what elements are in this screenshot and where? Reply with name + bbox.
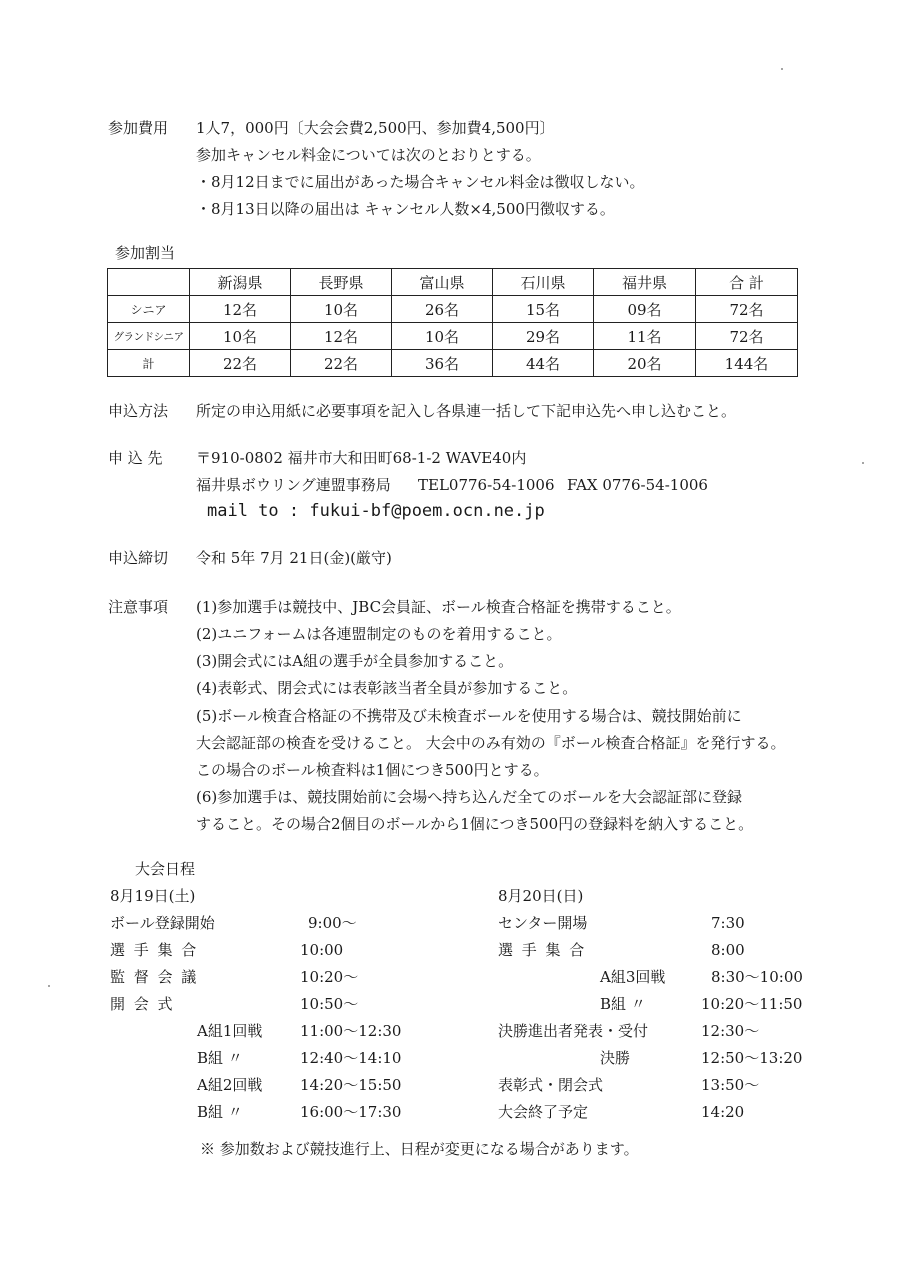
cancel-policy-intro: 参加キャンセル料金については次のとおりとする。: [196, 146, 541, 164]
note-line: この場合のボール検査料は1個につき500円とする。: [196, 761, 549, 779]
schedule-event: 大会終了予定: [498, 1103, 589, 1121]
table-cell: 22名: [291, 350, 392, 377]
schedule-time: 11:00～12:30: [300, 1022, 402, 1040]
note-line: (6)参加選手は、競技開始前に会場へ持ち込んだ全てのボールを大会認証部に登録: [196, 788, 742, 806]
note-line: すること。その場合2個目のボールから1個につき500円の登録料を納入すること。: [196, 815, 754, 833]
table-row: [108, 350, 798, 377]
schedule-event: B組 〃: [600, 995, 646, 1013]
schedule-time: 9:00～: [308, 914, 357, 932]
destination-fax: FAX 0776-54-1006: [567, 476, 708, 494]
table-cell: 09名: [594, 296, 696, 323]
schedule-time: 8:00: [711, 941, 745, 959]
method-label: 申込方法: [108, 402, 169, 420]
schedule-time: 10:20～: [300, 968, 359, 986]
destination-tel: TEL0776-54-1006: [418, 476, 555, 494]
cancel-policy-after: ・8月13日以降の届出は キャンセル人数×4,500円徴収する。: [196, 200, 615, 218]
table-cell: 10名: [190, 323, 291, 350]
schedule-event: B組 〃: [197, 1049, 243, 1067]
table-cell: 合 計: [696, 269, 798, 296]
schedule-time: 12:30～: [701, 1022, 760, 1040]
table-cell: 新潟県: [190, 269, 291, 296]
schedule-time: 10:20～11:50: [701, 995, 803, 1013]
table-cell: 11名: [594, 323, 696, 350]
table-cell: 10名: [392, 323, 493, 350]
schedule-event: 決勝: [600, 1049, 631, 1067]
fee-amount: 1人7，000円〔大会会費2,500円、参加費4,500円〕: [196, 119, 555, 137]
schedule-event: 表彰式・閉会式: [498, 1076, 604, 1094]
table-cell: 長野県: [291, 269, 392, 296]
scan-speck: [48, 985, 50, 987]
schedule-footnote: ※ 参加数および競技進行上、日程が変更になる場合があります。: [200, 1140, 639, 1158]
schedule-event: B組 〃: [197, 1103, 243, 1121]
schedule-time: 16:00～17:30: [300, 1103, 402, 1121]
schedule-event: 選 手 集 合: [498, 941, 587, 959]
destination-office: 福井県ボウリング連盟事務局: [196, 476, 391, 494]
schedule-time: 8:30～10:00: [711, 968, 803, 986]
table-cell: 26名: [392, 296, 493, 323]
note-line: (2)ユニフォームは各連盟制定のものを着用すること。: [196, 625, 562, 643]
schedule-time: 12:50～13:20: [701, 1049, 803, 1067]
schedule-event: 監 督 会 議: [110, 968, 199, 986]
table-row-header: シニア: [108, 296, 190, 323]
note-line: (4)表彰式、閉会式には表彰該当者全員が参加すること。: [196, 679, 578, 697]
notes-label: 注意事項: [108, 598, 169, 616]
schedule-event: ボール登録開始: [110, 914, 215, 932]
note-line: (3)開会式にはA組の選手が全員参加すること。: [196, 652, 514, 670]
scan-speck: [862, 462, 864, 464]
schedule-time: 14:20～15:50: [300, 1076, 402, 1094]
day2-date: 8月20日(日): [498, 887, 584, 905]
table-cell: 福井県: [594, 269, 696, 296]
schedule-event: センター開場: [498, 914, 588, 932]
note-line: (5)ボール検査合格証の不携帯及び未検査ボールを使用する場合は、競技開始前に: [196, 707, 742, 725]
table-row-header: 計: [108, 350, 190, 377]
schedule-time: 7:30: [711, 914, 745, 932]
schedule-time: 12:40～14:10: [300, 1049, 402, 1067]
day1-date: 8月19日(土): [110, 887, 196, 905]
cancel-policy-before: ・8月12日までに届出があった場合キャンセル料金は徴収しない。: [196, 173, 645, 191]
schedule-time: 14:20: [701, 1103, 745, 1121]
table-cell: 29名: [493, 323, 594, 350]
fee-label: 参加費用: [108, 119, 169, 137]
destination-address: 〒910-0802 福井市大和田町68-1-2 WAVE40内: [196, 449, 527, 467]
schedule-event: 選 手 集 合: [110, 941, 199, 959]
deadline-text: 令和 5年 7月 21日(金)(厳守): [196, 549, 392, 567]
schedule-event: A組2回戦: [197, 1076, 263, 1094]
table-cell: 石川県: [493, 269, 594, 296]
destination-mail: mail to : fukui-bf@poem.ocn.ne.jp: [207, 501, 545, 521]
table-cell: 12名: [190, 296, 291, 323]
table-cell: 144名: [696, 350, 798, 377]
table-cell: 36名: [392, 350, 493, 377]
deadline-label: 申込締切: [108, 549, 169, 567]
table-cell: 72名: [696, 323, 798, 350]
table-cell: 富山県: [392, 269, 493, 296]
table-cell: 10名: [291, 296, 392, 323]
schedule-event: A組3回戦: [600, 968, 666, 986]
schedule-event: A組1回戦: [197, 1022, 263, 1040]
table-cell: 44名: [493, 350, 594, 377]
destination-label: 申 込 先: [108, 449, 163, 467]
method-text: 所定の申込用紙に必要事項を記入し各県連一括して下記申込先へ申し込むこと。: [196, 402, 737, 420]
schedule-event: 開 会 式: [110, 995, 175, 1013]
schedule-time: 13:50～: [701, 1076, 760, 1094]
note-line: (1)参加選手は競技中、JBC会員証、ボール検査合格証を携帯すること。: [196, 598, 681, 616]
scan-speck: [781, 68, 783, 70]
table-cell: 20名: [594, 350, 696, 377]
table-row: [108, 323, 798, 350]
table-cell: 22名: [190, 350, 291, 377]
table-cell: 15名: [493, 296, 594, 323]
schedule-title: 大会日程: [135, 860, 196, 878]
schedule-time: 10:00: [300, 941, 344, 959]
table-row: [108, 296, 798, 323]
schedule-time: 10:50～: [300, 995, 359, 1013]
table-cell: 12名: [291, 323, 392, 350]
schedule-event: 決勝進出者発表・受付: [498, 1022, 649, 1040]
table-header-row: [108, 269, 798, 296]
table-row-header: グランドシニア: [108, 323, 190, 350]
allocation-label: 参加割当: [115, 244, 176, 262]
table-cell: [108, 269, 190, 296]
allocation-table: [107, 268, 798, 377]
table-cell: 72名: [696, 296, 798, 323]
note-line: 大会認証部の検査を受けること。 大会中のみ有効の『ボール検査合格証』を発行する。: [196, 734, 786, 752]
